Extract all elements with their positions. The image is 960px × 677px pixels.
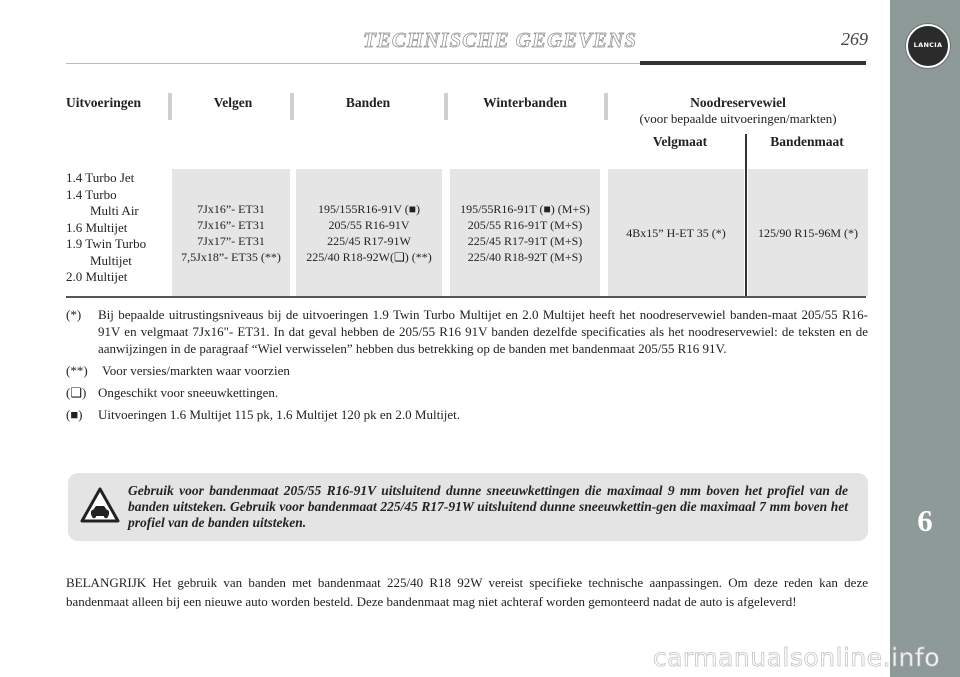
lancia-logo xyxy=(906,24,950,68)
header-separator xyxy=(604,93,608,120)
tyre-value: 225/45 R17-91W xyxy=(327,233,411,248)
tyres-cell xyxy=(296,169,442,296)
snow-chain-warning-icon xyxy=(80,487,120,523)
footnote xyxy=(66,362,868,379)
watermark: carmanualsonline.info xyxy=(652,643,940,672)
footnote-mark: (■) xyxy=(66,407,83,422)
tyre-value: 195/155R16-91V (■) xyxy=(317,201,421,216)
table-bottom-rule xyxy=(66,296,866,298)
spare-rim-value: 4Bx15” H-ET 35 (*) xyxy=(626,225,726,240)
variant-item: Multijet xyxy=(90,252,132,268)
header-spare: Noodreservewiel xyxy=(690,95,786,110)
tyre-value: 205/55 R16-91V xyxy=(328,217,410,232)
warning-box xyxy=(68,473,868,541)
variant-item: Multi Air xyxy=(90,203,139,218)
footnote-text: Bij bepaalde uitrustingsniveaus bij de uitvoeringen 1.9 Twin Turbo Multijet en 2.0 Multijet heeft het noodreservewiel banden-maat 205/55 R16-91V en velgmaat 7Jx16"- ET31. In dat geval hebben de 205/55 R16 91V banden dezelfde specificaties als het noodreservewiel: de teksten en de aanwijzingen in de paragraaf “Wiel verwisselen” hebben dus betrekking op de banden met bandenmaat 205/55 R16 91V. xyxy=(98,307,868,356)
footnote-text: Uitvoeringen 1.6 Multijet 115 pk, 1.6 Multijet 120 pk en 2.0 Multijet. xyxy=(98,407,461,422)
variants-list xyxy=(66,170,176,286)
footnote-text: Voor versies/markten waar voorzien xyxy=(102,363,290,378)
header-separator xyxy=(168,93,172,120)
rim-value: 7Jx16”- ET31 xyxy=(197,201,265,216)
header-variants: Uitvoeringen xyxy=(66,95,141,110)
variant-item: 2.0 Multijet xyxy=(66,269,128,284)
winter-cell xyxy=(450,169,600,296)
variant-item: 1.9 Twin Turbo xyxy=(66,236,147,251)
header-tyres: Banden xyxy=(345,95,391,110)
spare-column-divider xyxy=(745,134,747,296)
page-title: TECHNISCHE GEGEVENS xyxy=(363,28,637,52)
spare-rim-cell xyxy=(608,169,744,296)
footnotes xyxy=(66,306,868,428)
winter-value: 195/55R16-91T (■) (M+S) xyxy=(460,201,590,216)
winter-value: 225/40 R18-92T (M+S) xyxy=(467,249,583,264)
header-winter: Winterbanden xyxy=(483,95,567,110)
footnote xyxy=(66,384,868,401)
variant-item: 1.4 Turbo Jet xyxy=(66,170,135,185)
header-separator xyxy=(444,93,448,120)
footnote-mark: (*) xyxy=(66,307,82,322)
header-spare-note: (voor bepaalde uitvoeringen/markten) xyxy=(639,111,837,126)
footnote-text: Ongeschikt voor sneeuwkettingen. xyxy=(98,385,279,400)
rim-value: 7,5Jx18”- ET35 (**) xyxy=(181,249,281,264)
rim-value: 7Jx16”- ET31 xyxy=(197,217,265,232)
rims-cell xyxy=(172,169,290,296)
important-paragraph: BELANGRIJK Het gebruik van banden met bandenmaat 225/40 R18 92W vereist specifieke technische aanpassingen. Om deze reden kan deze bandenmaat alleen bij een nieuwe auto worden besteld. Deze bandenmaat mag niet achteraf worden gemonteerd nadat de auto is afgeleverd! xyxy=(66,575,868,609)
header-tyre-size: Bandenmaat xyxy=(770,134,844,149)
header-separator xyxy=(290,93,294,120)
variant-item: 1.6 Multijet xyxy=(66,219,128,235)
winter-value: 225/45 R17-91T (M+S) xyxy=(467,233,583,248)
page-number: 269 xyxy=(841,29,868,49)
footnote-mark: (❏) xyxy=(66,385,87,400)
spare-tyre-value: 125/90 R15-96M (*) xyxy=(758,225,858,240)
footnote xyxy=(66,306,868,357)
tyre-value: 225/40 R18-92W(❏) (**) xyxy=(306,249,432,264)
header-rims: Velgen xyxy=(213,95,253,110)
winter-value: 205/55 R16-91T (M+S) xyxy=(467,217,583,232)
header-rim-size: Velgmaat xyxy=(652,134,708,149)
logo-text: LANCIA xyxy=(913,41,943,49)
rim-value: 7Jx17”- ET31 xyxy=(197,233,265,248)
chapter-number: 6 xyxy=(917,503,933,538)
variant-item: 1.4 Turbo xyxy=(66,186,117,202)
spare-tyre-cell xyxy=(748,169,868,296)
warning-text: Gebruik voor bandenmaat 205/55 R16-91V uitsluitend dunne sneeuwkettingen die maximaal 9 mm boven het profiel van de banden uitsteken. Gebruik voor bandenmaat 225/45 R17-91W uitsluitend dunne sneeuwkettin-gen die maximaal 7 mm boven het profiel van de banden uitsteken. xyxy=(128,483,848,530)
footnote xyxy=(66,406,868,423)
footnote-mark: (**) xyxy=(66,363,88,378)
chapter-side-tab xyxy=(890,0,960,677)
header-rule-accent xyxy=(640,61,866,65)
